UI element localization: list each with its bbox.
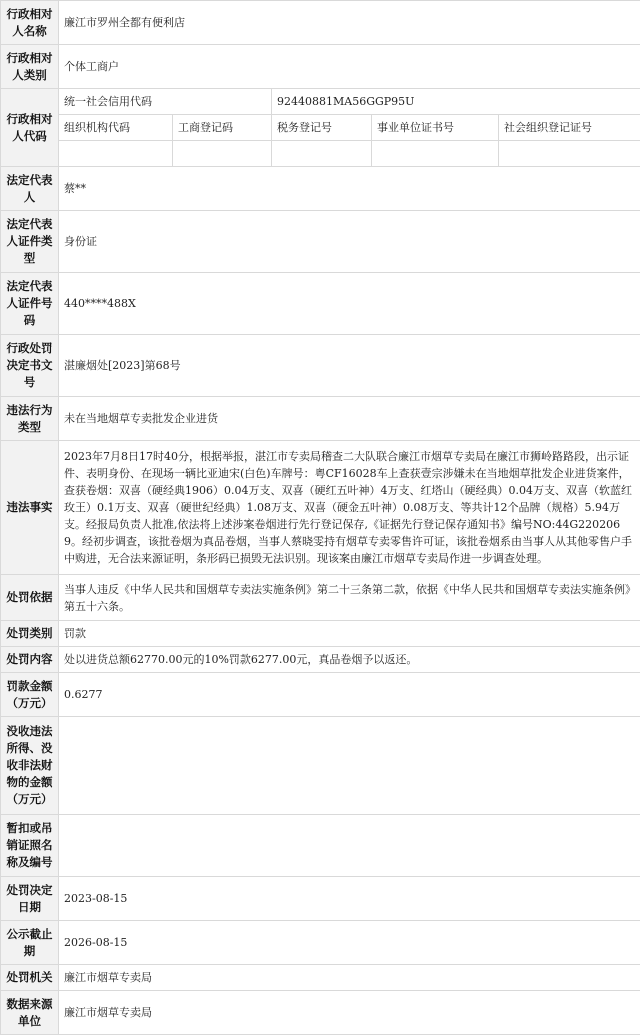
institution-cert-label: 事业单位证书号 (372, 115, 499, 141)
entity-type-label: 行政相对人类别 (1, 45, 59, 89)
row-confiscation-amount (1, 717, 640, 815)
violation-facts-value: 2023年7月8日17时40分，根据举报，湛江市专卖局稽查二大队联合廉江市烟草专卖局在廉江市狮岭路路段，出示证件、表明身份、在现场一辆比亚迪宋(白色)车牌号：粤CF16028车上查获壹宗涉嫌未在当地烟草批发企业进货案件，查获卷烟：双喜（硬经典1906）0.04万支、双喜（硬红五叶神）4万支、红塔山（硬经典）0.04万支、双喜（软蓝红玫王）0.1万支、双喜（硬世纪经典）1.08万支、双喜（硬金五叶神）0.08万支、等共计12个品牌（规格）5.94万支。经报局负责人批准,依法将上述涉案卷烟进行先行登记保存,《证据先行登记保存通知书》编号NO:44G2202069。经初步调查，该批卷烟为真品卷烟，当事人蔡晓雯持有烟草专卖零售许可证，该批卷烟系由当事人从其他零售户手中购进，无合法来源证明，条形码已损毁无法识别。现该案由廉江市烟草专卖局作进一步调查处理。 (59, 441, 640, 575)
fine-amount-label: 罚款金额（万元） (1, 673, 59, 717)
institution-cert-value (372, 141, 499, 167)
row-violation-facts (1, 441, 640, 575)
penalty-content-value: 处以进货总额62770.00元的10%罚款6277.00元，真品卷烟予以返还。 (59, 647, 640, 673)
social-org-cert-label: 社会组织登记证号 (499, 115, 640, 141)
credit-code-label: 统一社会信用代码 (59, 89, 272, 115)
violation-type-label: 违法行为类型 (1, 397, 59, 441)
data-source-label: 数据来源单位 (1, 991, 59, 1035)
publicity-deadline-label: 公示截止期 (1, 921, 59, 965)
data-source-value: 廉江市烟草专卖局 (59, 991, 640, 1035)
row-entity-name (1, 1, 640, 45)
row-code-values (1, 141, 640, 167)
penalty-basis-label: 处罚依据 (1, 575, 59, 621)
business-reg-value (173, 141, 272, 167)
decision-no-value: 湛廉烟处[2023]第68号 (59, 335, 640, 397)
row-penalty-content (1, 647, 640, 673)
confiscation-amount-value (59, 717, 640, 815)
legal-rep-id-type-value: 身份证 (59, 211, 640, 273)
license-revoke-value (59, 815, 640, 877)
row-penalty-category (1, 621, 640, 647)
row-code-headers (1, 115, 640, 141)
penalty-authority-value: 廉江市烟草专卖局 (59, 965, 640, 991)
legal-rep-id-no-value: 440****488X (59, 273, 640, 335)
row-fine-amount (1, 673, 640, 717)
fine-amount-value: 0.6277 (59, 673, 640, 717)
org-code-value (59, 141, 173, 167)
row-legal-rep (1, 167, 640, 211)
tax-reg-value (272, 141, 372, 167)
tax-reg-label: 税务登记号 (272, 115, 372, 141)
row-credit-code (1, 89, 640, 115)
publicity-deadline-value: 2026-08-15 (59, 921, 640, 965)
legal-rep-id-no-label: 法定代表人证件号码 (1, 273, 59, 335)
entity-name-label: 行政相对人名称 (1, 1, 59, 45)
row-license-revoke (1, 815, 640, 877)
entity-name-value: 廉江市罗州全都有便利店 (59, 1, 640, 45)
row-penalty-authority (1, 965, 640, 991)
entity-code-label: 行政相对人代码 (1, 89, 59, 167)
violation-facts-label: 违法事实 (1, 441, 59, 575)
legal-rep-label: 法定代表人 (1, 167, 59, 211)
business-reg-label: 工商登记码 (173, 115, 272, 141)
penalty-category-value: 罚款 (59, 621, 640, 647)
decision-date-label: 处罚决定日期 (1, 877, 59, 921)
penalty-basis-value: 当事人违反《中华人民共和国烟草专卖法实施条例》第二十三条第二款，依据《中华人民共和国烟草专卖法实施条例》第五十六条。 (59, 575, 640, 621)
social-org-cert-value (499, 141, 640, 167)
row-violation-type (1, 397, 640, 441)
row-data-source (1, 991, 640, 1035)
violation-type-value: 未在当地烟草专卖批发企业进货 (59, 397, 640, 441)
legal-rep-id-type-label: 法定代表人证件类型 (1, 211, 59, 273)
decision-date-value: 2023-08-15 (59, 877, 640, 921)
decision-no-label: 行政处罚决定书文号 (1, 335, 59, 397)
license-revoke-label: 暂扣或吊销证照名称及编号 (1, 815, 59, 877)
row-decision-no (1, 335, 640, 397)
row-publicity-deadline (1, 921, 640, 965)
row-entity-type (1, 45, 640, 89)
penalty-content-label: 处罚内容 (1, 647, 59, 673)
row-legal-rep-id-no (1, 273, 640, 335)
entity-type-value: 个体工商户 (59, 45, 640, 89)
row-penalty-basis (1, 575, 640, 621)
row-legal-rep-id-type (1, 211, 640, 273)
org-code-label: 组织机构代码 (59, 115, 173, 141)
confiscation-amount-label: 没收违法所得、没收非法财物的金额（万元） (1, 717, 59, 815)
legal-rep-value: 蔡** (59, 167, 640, 211)
penalty-category-label: 处罚类别 (1, 621, 59, 647)
credit-code-value: 92440881MA56GGP95U (272, 89, 640, 115)
row-decision-date (1, 877, 640, 921)
penalty-authority-label: 处罚机关 (1, 965, 59, 991)
